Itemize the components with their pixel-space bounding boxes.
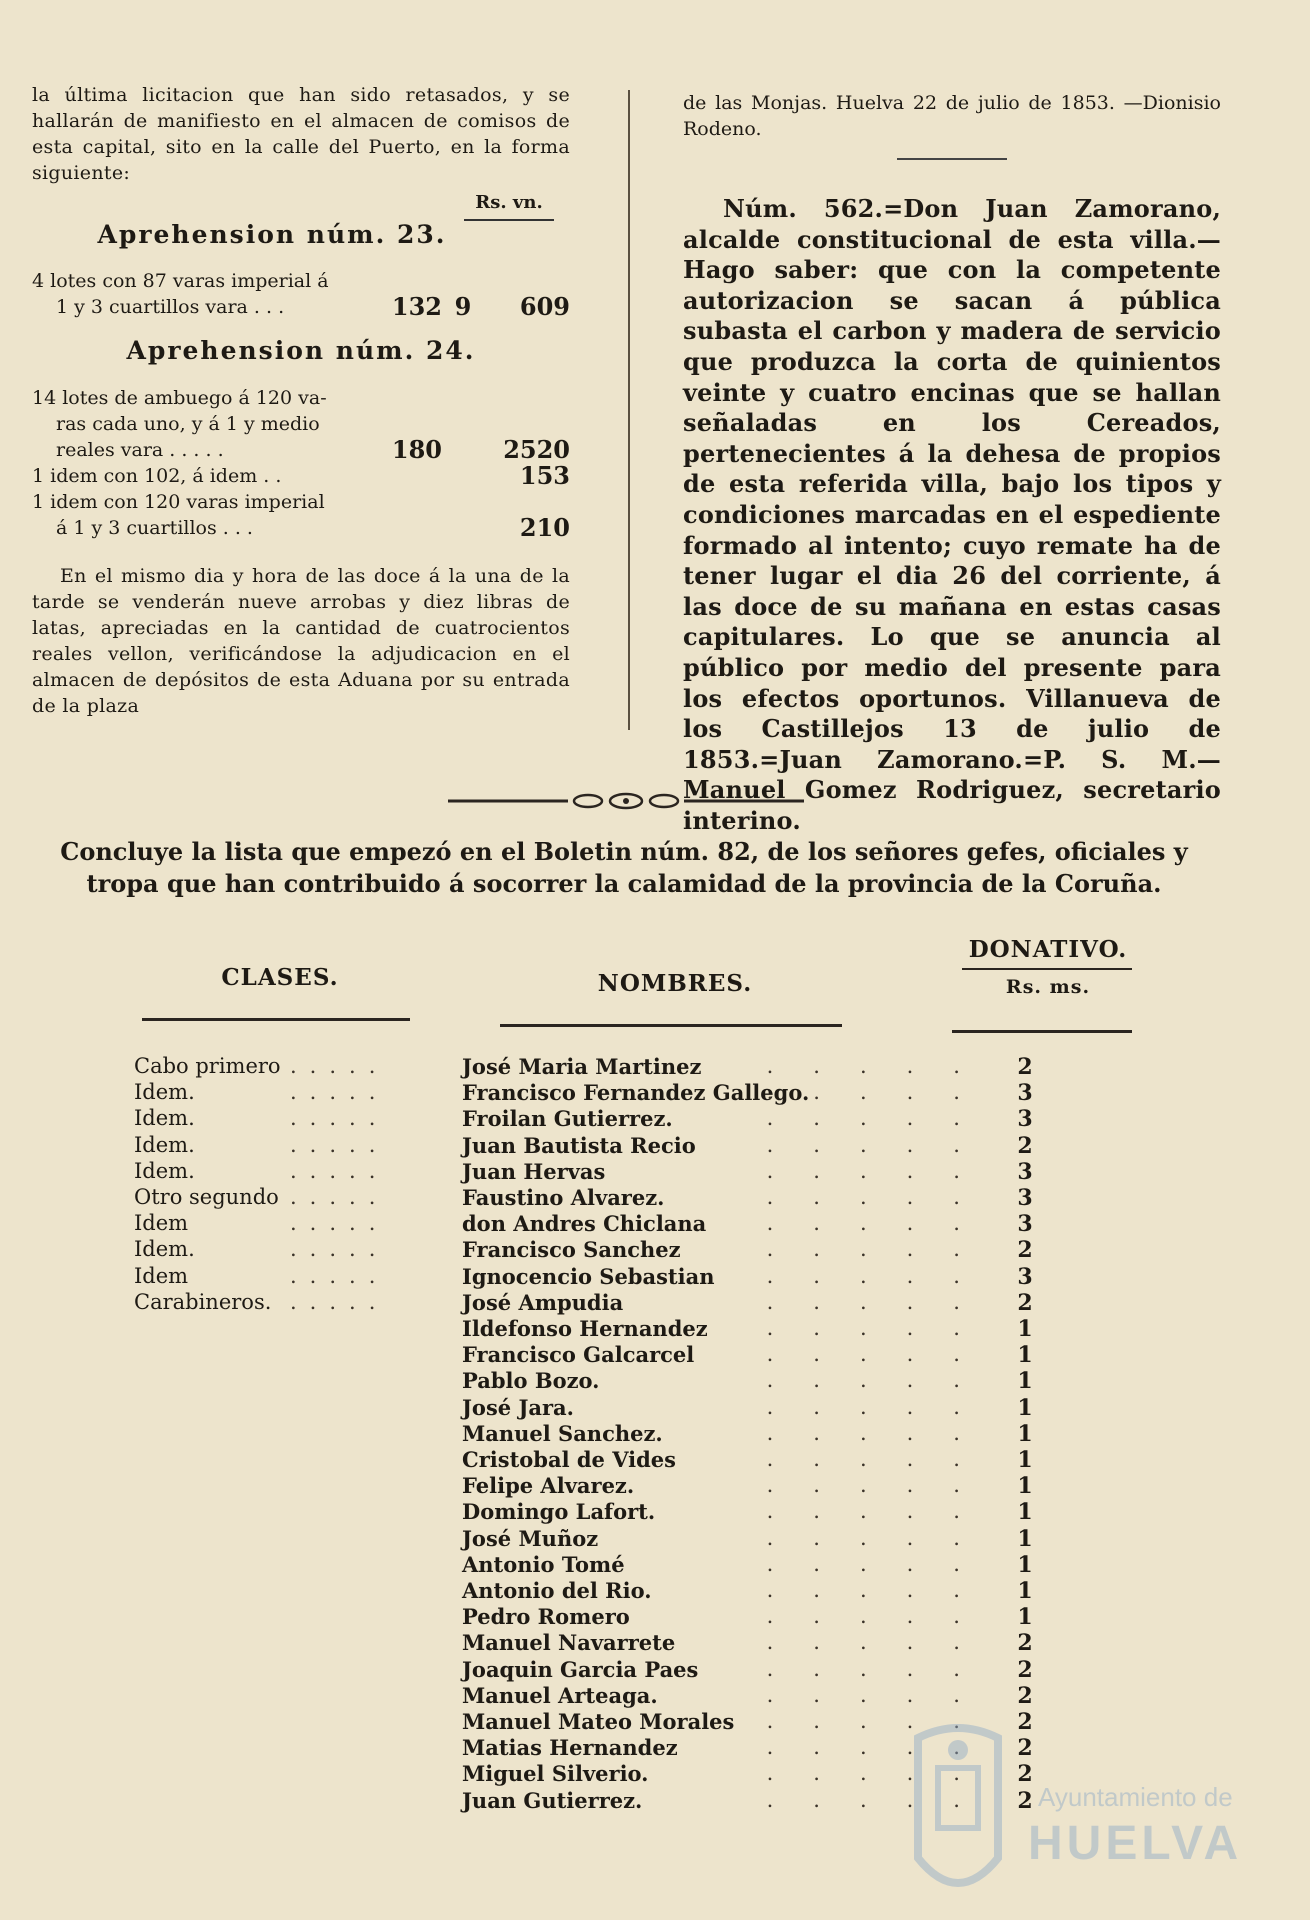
row-name: Pedro Romero [462,1604,630,1630]
row-amount: 1 [1017,1604,1033,1631]
row-amount: 2 [1017,1237,1033,1264]
header-clases: CLASES. [221,964,339,991]
row-name: Manuel Sanchez. [462,1420,663,1446]
apprehension-24-line6: á 1 y 3 cuartillos . . . 210 [56,513,570,542]
a23-value-2: 9 [454,292,472,321]
row-class: Idem. [134,1080,195,1105]
row-amount: 1 [1017,1525,1033,1552]
column-divider [628,90,630,730]
row-amount: 3 [1017,1211,1033,1238]
row-amount: 1 [1017,1499,1033,1526]
apprehension-24-line5: 1 idem con 120 varas imperial [32,491,325,513]
a24-value-total: 2520 [503,435,570,464]
row-amount: 1 [1017,1420,1033,1447]
table-row [0,1421,1310,1447]
row-name: Francisco Fernandez Gallego. [462,1080,810,1106]
table-row [0,1185,1310,1211]
leader-dots: ..... [766,1132,1000,1157]
header-donativo: DONATIVO. [968,936,1128,963]
header-rs-ms: Rs. ms. [1005,976,1091,998]
header-nombres: NOMBRES. [597,970,753,997]
row-amount: 2 [1017,1656,1033,1683]
row-amount: 1 [1017,1394,1033,1421]
row-name: Francisco Sanchez [462,1237,681,1263]
leader-dots: ..... [766,1761,1000,1786]
leader-dots: ..... [290,1106,389,1131]
leader-dots: ..... [766,1682,1000,1707]
table-row [0,1526,1310,1552]
leader-dots: ..... [766,1394,1000,1419]
row-amount: 3 [1017,1158,1033,1185]
row-name: Juan Hervas [462,1158,606,1184]
table-row [0,1630,1310,1656]
row-amount: 2 [1017,1761,1033,1788]
leader-dots: ..... [766,1656,1000,1681]
a24-value-210: 210 [519,513,570,542]
row-amount: 3 [1017,1263,1033,1290]
leader-dots: ..... [766,1551,1000,1576]
leader-dots: ..... [290,1289,389,1314]
a23-value-3: 609 [519,292,570,321]
leader-dots: ..... [766,1787,1000,1812]
row-name: don Andres Chiclana [462,1211,707,1237]
table-row [0,1499,1310,1525]
row-name: Antonio del Rio. [462,1578,652,1603]
header-donativo-rule [962,968,1132,970]
row-amount: 1 [1017,1368,1033,1395]
table-row [0,1473,1310,1499]
table-row [0,1604,1310,1630]
leader-dots: ..... [766,1158,1000,1183]
row-name: José Jara. [462,1394,574,1420]
leader-dots: ..... [290,1263,389,1288]
table-row [0,1237,1310,1263]
table-row [0,1552,1310,1578]
table-row [0,1316,1310,1342]
row-amount: 2 [1017,1630,1033,1657]
intro-paragraph: la última licitacion que han sido retasados, y se hallarán de manifiesto en el almacen de comisos de esta capital, sito en la calle del Puerto, en la forma siguiente: [32,84,570,184]
leader-dots: ..... [290,1158,389,1183]
table-row [0,1211,1310,1237]
notice-562: Núm. 562.=Don Juan Zamorano, alcalde constitucional de esta villa.—Hago saber: que con la competente autorizacion se sacan á pública subasta el carbon y madera de servicio que produzca la corta de quinientos veinte y cuatro encinas que se hallan señaladas en los Cereados, pertenecientes á la dehesa de propios de esta referida villa, bajo los tipos y condiciones marcadas en el espediente formado al intento; cuyo remate ha de tener lugar el dia 26 del corriente, á las doce de su mañana en estas casas capitulares. Lo que se anuncia al público por medio del presente para los efectos oportunos. Villanueva de los Castillejos 13 de julio de 1853.=Juan Zamorano.=P. S. M.—Manuel Gomez Rodriguez, secretario interino. [683,194,1221,835]
table-row [0,1395,1310,1421]
leader-dots: ..... [766,1316,1000,1340]
row-name: Matias Hernandez [462,1735,678,1761]
leader-dots: ..... [766,1709,1000,1733]
leader-dots: ..... [766,1447,1000,1471]
leader-dots: ..... [766,1604,1000,1629]
row-name: Cristobal de Vides [462,1447,676,1472]
row-amount: 3 [1017,1106,1033,1133]
leader-dots: ..... [766,1185,1000,1209]
leader-dots: ..... [766,1420,1000,1445]
right-column [683,90,1221,836]
ayuntamiento-watermark [888,1718,1288,1918]
row-name: Antonio Tomé [462,1551,625,1577]
row-amount: 3 [1017,1185,1033,1211]
row-amount: 1 [1017,1342,1033,1369]
leader-dots: ..... [766,1368,1000,1393]
leader-dots: ..... [290,1080,389,1105]
header-clases-rule [142,1018,410,1021]
left-column [32,82,570,719]
row-name: José Maria Martinez [462,1054,702,1079]
watermark-line1: Ayuntamiento de [1038,1782,1233,1812]
table-row [0,1447,1310,1473]
short-rule [897,158,1007,160]
leader-dots: ..... [766,1735,1000,1760]
leader-dots: ..... [290,1185,389,1209]
row-class: Carabineros. [134,1289,272,1314]
apprehension-24-line1: 14 lotes de ambuego á 120 va- [32,387,327,409]
a23-value-1: 132 [391,292,442,321]
apprehension-24-line3: reales vara . . . . . 180 2520 [56,435,570,464]
row-class: Idem. [134,1106,195,1131]
leader-dots: ..... [766,1263,1000,1288]
header-rs-rule [952,1030,1132,1033]
leader-dots: ..... [290,1237,389,1262]
row-name: Francisco Galcarcel [462,1342,695,1368]
table-row [0,1342,1310,1368]
row-amount: 1 [1017,1473,1033,1500]
table-row [0,1133,1310,1159]
leader-dots: ..... [290,1054,389,1078]
row-amount: 2 [1017,1682,1033,1709]
row-amount: 1 [1017,1316,1033,1342]
ornament-divider [448,788,804,814]
table-row [0,1264,1310,1290]
watermark-line2: HUELVA [1028,1817,1243,1870]
row-amount: 2 [1017,1132,1033,1159]
row-amount: 1 [1017,1551,1033,1578]
row-name: Faustino Alvarez. [462,1185,665,1210]
apprehension-24-line4: 1 idem con 102, á idem . . 153 [32,461,570,490]
right-top-text: de las Monjas. Huelva 22 de julio de 1853. —Dionisio Rodeno. [683,92,1221,140]
row-name: Juan Gutierrez. [462,1787,643,1813]
table-row [0,1290,1310,1316]
table-row [0,1368,1310,1394]
table-row [0,1054,1310,1080]
apprehension-23-title: Aprehension núm. 23. [97,220,447,249]
row-amount: 2 [1017,1735,1033,1762]
leader-dots: ..... [766,1578,1000,1602]
row-amount: 3 [1017,1080,1033,1107]
row-name: Ildefonso Hernandez [462,1316,708,1341]
huelva-seal-icon [898,1718,1018,1918]
row-class: Idem. [134,1237,195,1262]
row-class: Idem [134,1263,189,1288]
leader-dots: ..... [290,1132,389,1157]
leader-dots: ..... [766,1080,1000,1105]
apprehension-23-header [32,186,570,256]
row-name: Domingo Lafort. [462,1499,656,1525]
row-amount: 2 [1017,1787,1033,1814]
row-name: Ignocencio Sebastian [462,1263,715,1289]
list-title: Concluye la lista que empezó en el Boletin núm. 82, de los señores gefes, oficiales y tropa que han contribuido á socorrer la calamidad de la provincia de la Coruña. [60,837,1188,898]
row-amount: 2 [1017,1054,1033,1080]
row-class: Idem. [134,1132,195,1157]
a24-value-153: 153 [519,461,570,490]
leader-dots: ..... [766,1289,1000,1314]
a24-value-reales: 180 [391,435,442,464]
table-row [0,1657,1310,1683]
row-amount: 1 [1017,1447,1033,1473]
table-row [0,1106,1310,1132]
apprehension-23-line1: 4 lotes con 87 varas imperial á [32,270,329,292]
row-name: Manuel Arteaga. [462,1682,658,1708]
leader-dots: ..... [766,1211,1000,1236]
row-amount: 2 [1017,1289,1033,1316]
row-name: José Ampudia [462,1289,624,1315]
leader-dots: ..... [290,1211,389,1236]
table-row [0,1683,1310,1709]
leader-dots: ..... [766,1237,1000,1262]
leader-dots: ..... [766,1630,1000,1655]
leader-dots: ..... [766,1525,1000,1550]
row-class: Cabo primero [134,1054,281,1078]
row-name: José Muñoz [462,1525,599,1551]
closing-paragraph: En el mismo dia y hora de las doce á la una de la tarde se venderán nueve arrobas y diez libras de latas, apreciadas en la cantidad de cuatrocientos reales vellon, verificándose la adjudicacion en el almacen de depósitos de esta Aduana por su entrada de la plaza [32,565,570,717]
row-name: Juan Bautista Recio [462,1132,696,1158]
table-row [0,1578,1310,1604]
leader-dots: ..... [766,1499,1000,1524]
row-name: Miguel Silverio. [462,1761,649,1787]
apprehension-24-line2: ras cada uno, y á 1 y medio [56,413,320,435]
row-name: Joaquin Garcia Paes [462,1656,699,1682]
leader-dots: ..... [766,1054,1000,1078]
table-row [0,1080,1310,1106]
apprehension-24-title: Aprehension núm. 24. [126,336,476,365]
rs-vn-header: Rs. vn. [464,192,554,221]
header-nombres-rule [500,1024,842,1027]
leader-dots: ..... [766,1106,1000,1131]
leader-dots: ..... [766,1473,1000,1498]
apprehension-23-line2: 1 y 3 cuartillos vara . . . 132 9 609 [56,292,570,321]
row-name: Pablo Bozo. [462,1368,600,1394]
leader-dots: ..... [766,1342,1000,1367]
row-name: Felipe Alvarez. [462,1473,635,1499]
row-amount: 2 [1017,1709,1033,1735]
row-amount: 1 [1017,1578,1033,1604]
row-name: Manuel Navarrete [462,1630,676,1656]
table-row [0,1159,1310,1185]
row-name: Froilan Gutierrez. [462,1106,673,1132]
row-class: Idem [134,1211,189,1236]
row-class: Idem. [134,1158,195,1183]
row-name: Manuel Mateo Morales [462,1709,735,1734]
row-class: Otro segundo [134,1185,279,1209]
rs-header-rule [464,219,554,221]
